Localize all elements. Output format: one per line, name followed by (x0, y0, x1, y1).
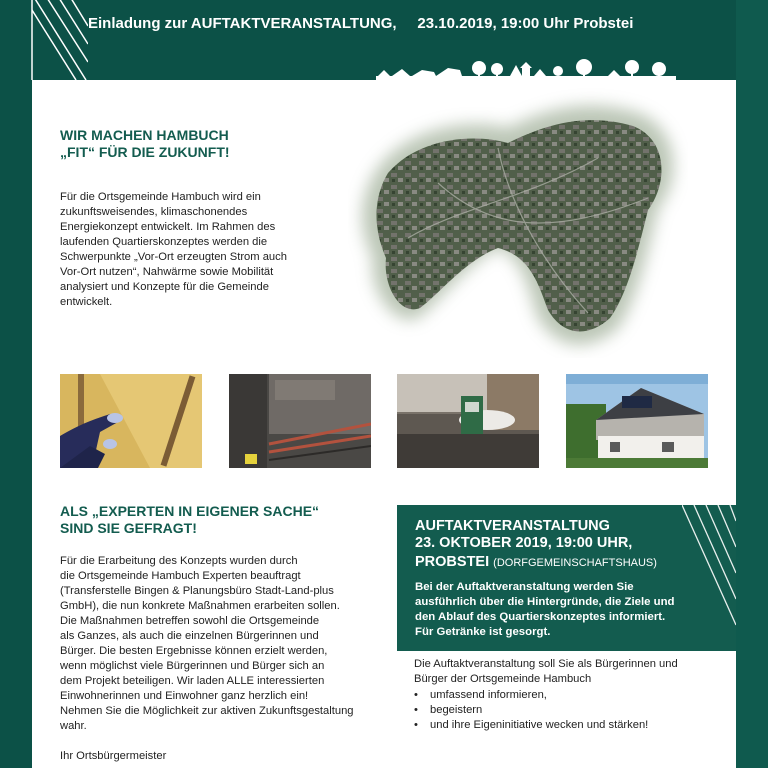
village-aerial-map (348, 88, 688, 358)
event-title: AUFTAKTVERANSTALTUNG 23. OKTOBER 2019, 19:00 UHR, (415, 518, 633, 551)
header-stripes (28, 0, 88, 80)
event-box-stripes (682, 505, 736, 651)
event-place-name: PROBSTEI (415, 554, 490, 570)
list-item: • begeistern (414, 703, 648, 718)
experts-heading: ALS „EXPERTEN IN EIGENER SACHE“ SIND SIE GEFRAGT! (60, 503, 320, 536)
event-info-box (397, 505, 736, 651)
invite-bullet-list (414, 688, 648, 733)
event-description: Bei der Auftaktveranstaltung werden Sie ausführlich über die Hintergründe, die Ziele und den Ablauf des Quartierskonzeptes informiert. Für Getränke ist gesorgt. (415, 581, 675, 638)
photo-solar-house (566, 374, 708, 468)
photo-heating-pipes (229, 374, 371, 468)
experts-text: Für die Erarbeitung des Konzepts wurden durch die Ortsgemeinde Hambuch Experten beauftragt (Transferstelle Bingen & Planungsbüro Stadt-Land-plus GmbH), die nun konkrete Maßnahmen erarbeiten sollen. Die Maßnahmen betreffen sowohl die Ortsgemeinde als Ganzes, als auch die einzelnen Bürgerinnen und Bürger. Die besten Ergebnisse können erzielt werden, wenn möglichst viele Bürgerinnen und Bürger sich an dem Projekt beteiligen. Wir laden ALLE interessierten Einwohnerinnen und Einwohner ganz herzlich ein! Nehmen Sie die Möglichkeit zur aktiven Zukunftsgestaltung wahr. Ihr Ortsbürgermeister (60, 555, 354, 762)
list-item: • umfassend informieren, (414, 688, 648, 703)
header-title: Einladung zur AUFTAKTVERANSTALTUNG, 23.10.2019, 19:00 Uhr Probstei (88, 15, 634, 32)
photo-insulation (60, 374, 202, 468)
intro-heading: WIR MACHEN HAMBUCH „FIT“ FÜR DIE ZUKUNFT! (60, 127, 230, 160)
event-place-note: (DORFGEMEINSCHAFTSHAUS) (493, 557, 657, 569)
village-silhouette-icon (376, 58, 676, 82)
photo-charging-station (397, 374, 539, 468)
right-border (736, 0, 768, 768)
event-place (415, 554, 657, 570)
list-item: • und ihre Eigeninitiative wecken und stärken! (414, 718, 648, 733)
invite-text: Die Auftaktveranstaltung soll Sie als Bürgerinnen und Bürger der Ortsgemeinde Hambuch (414, 658, 678, 685)
header-banner (0, 0, 768, 80)
intro-text: Für die Ortsgemeinde Hambuch wird ein zukunftsweisendes, klimaschonendes Energiekonzept entwickelt. Im Rahmen des laufenden Quartierskonzeptes werden die Schwerpunkte „Vor-Ort erzeugten Strom auch Vor-Ort nutzen“, Nahwärme sowie Mobilität analysiert und Konzepte für die Gemeinde entwickelt. (60, 191, 287, 308)
